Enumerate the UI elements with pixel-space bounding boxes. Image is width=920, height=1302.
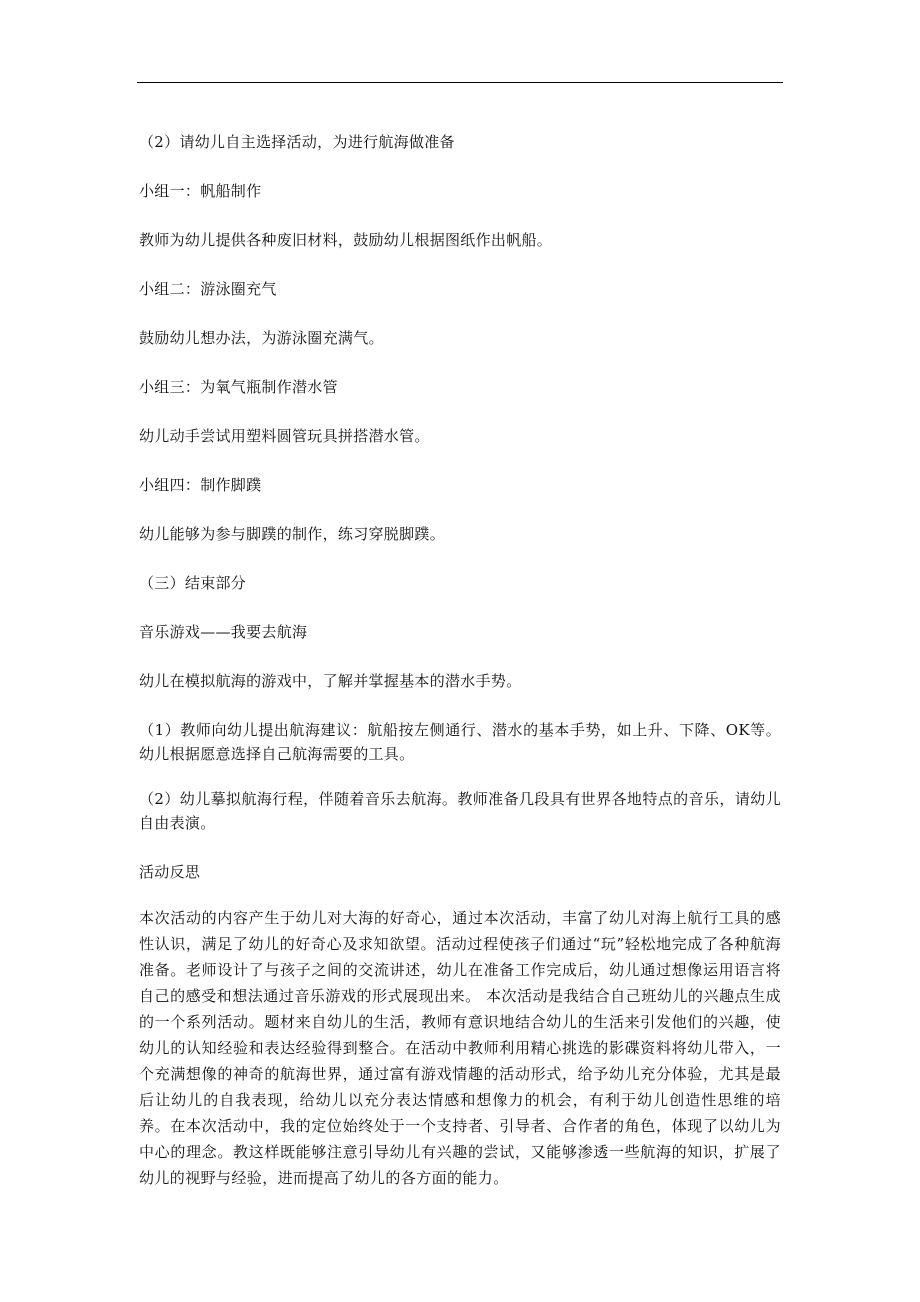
header-rule <box>137 82 783 83</box>
paragraph-group-3: 幼儿动手尝试用塑料圆管玩具拼搭潜水管。 <box>139 427 430 445</box>
heading-music-game: 音乐游戏——我要去航海 <box>139 623 308 641</box>
paragraph-music-game: 幼儿在模拟航海的游戏中，了解并掌握基本的潜水手势。 <box>139 672 522 690</box>
paragraph-reflection: 本次活动的内容产生于幼儿对大海的好奇心，通过本次活动，丰富了幼儿对海上航行工具的感性认识，满足了幼儿的好奇心及求知欲望。活动过程使孩子们通过“玩”轻松地完成了各种航海准备。老师设计了与孩子之间的交流讲述，幼儿在准备工作完成后，幼儿通过想像运用语言将自己的感受和想法通过音乐游戏的形式展现出来。 本次活动是我结合自己班幼儿的兴趣点生成的一个系列活动。题材来自幼儿的生活，教师有意识地结合幼儿的生活来引发他们的兴趣，使幼儿的认知经验和表达经验得到整合。在活动中教师利用精心挑选的影碟资料将幼儿带入，一个充满想像的神奇的航海世界，通过富有游戏情趣的活动形式，给予幼儿充分体验，尤其是最后让幼儿的自我表现，给幼儿以充分表达情感和想像力的机会，有利于幼儿创造性思维的培养。在本次活动中，我的定位始终处于一个支持者、引导者、合作者的角色，体现了以幼儿为中心的理念。教这样既能够注意引导幼儿有兴趣的尝试，又能够渗透一些航海的知识，扩展了幼儿的视野与经验，进而提高了幼儿的各方面的能力。 <box>139 909 781 1187</box>
section-ending: （三）结束部分 <box>139 574 247 592</box>
heading-group-4: 小组四：制作脚蹼 <box>139 476 262 494</box>
heading-group-2: 小组二：游泳圈充气 <box>139 280 277 298</box>
paragraph-group-2: 鼓励幼儿想办法，为游泳圈充满气。 <box>139 329 384 347</box>
heading-group-3: 小组三：为氧气瓶制作潜水管 <box>139 378 338 396</box>
paragraph-step-1-suggestion: （1）教师向幼儿提出航海建议：航船按左侧通行、潜水的基本手势，如上升、下降、OK等。幼儿根据愿意选择自己航海需要的工具。 <box>139 721 781 763</box>
heading-group-1: 小组一：帆船制作 <box>139 182 262 200</box>
paragraph-step-2-voyage: （2）幼儿摹拟航海行程，伴随着音乐去航海。教师准备几段具有世界各地特点的音乐，请幼儿自由表演。 <box>139 790 781 832</box>
paragraph-group-1: 教师为幼儿提供各种废旧材料，鼓励幼儿根据图纸作出帆船。 <box>139 231 553 249</box>
paragraph-step-2: （2）请幼儿自主选择活动，为进行航海做准备 <box>139 133 455 151</box>
heading-reflection: 活动反思 <box>139 863 201 881</box>
document-body <box>139 130 781 1191</box>
paragraph-group-4: 幼儿能够为参与脚蹼的制作，练习穿脱脚蹼。 <box>139 525 446 543</box>
